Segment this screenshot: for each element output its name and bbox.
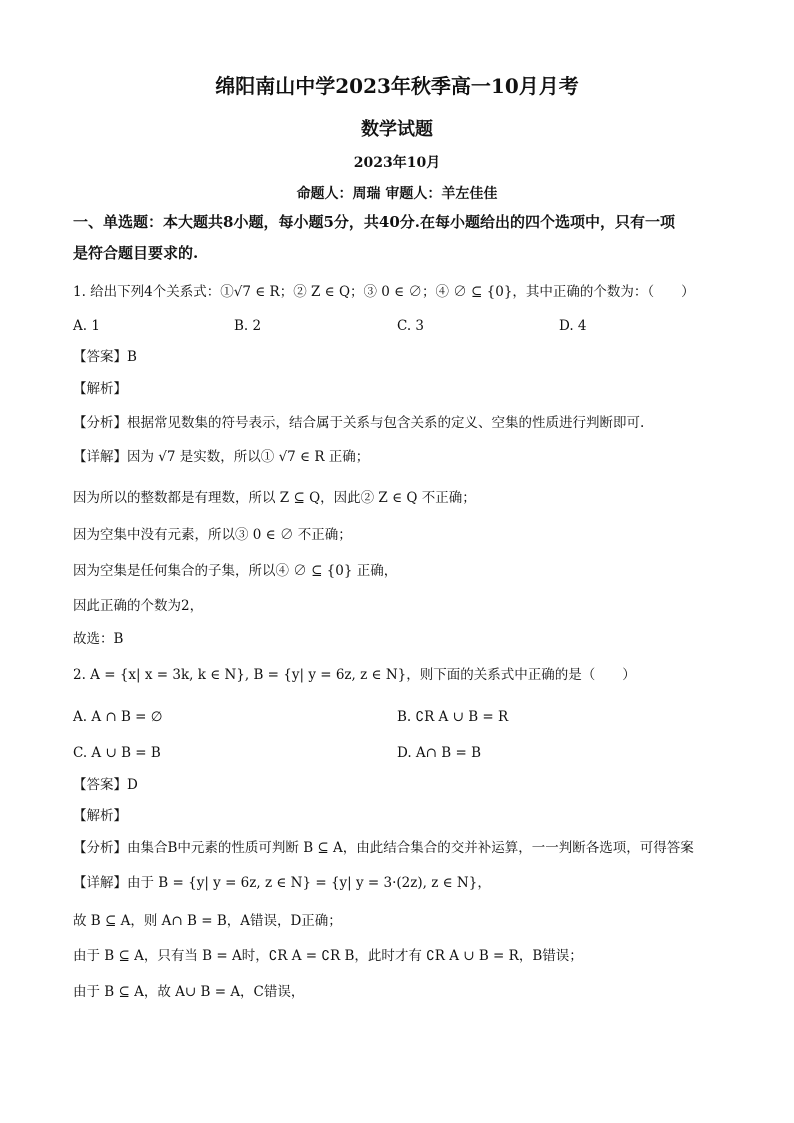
q1-option-d: D. 4 [559,318,587,334]
exam-title: 绵阳南山中学2023年秋季高一10月月考 [215,74,579,98]
q1-detail-line: 因此正确的个数为2， [73,598,204,614]
q2-option-c: C. A ∪ B = B [73,745,161,761]
exam-authors: 命题人：周瑞 审题人：羊左佳佳 [296,186,498,202]
q2-detail-line: 【详解】由于 B = {y| y = 6z, z ∈ N} = {y| y = 3·(2z), z ∈ N}， [73,875,491,891]
q2-detail-line: 由于 B ⊆ A，故 A∪ B = A，C错误， [73,984,305,1000]
q1-detail-line: 【详解】因为 √7 是实数，所以① √7 ∈ R 正确； [73,449,370,465]
q1-fenxi: 【分析】根据常见数集的符号表示，结合属于关系与包含关系的定义、空集的性质进行判断即可. [73,415,645,431]
q1-detail-line: 因为空集是任何集合的子集，所以④ ∅ ⊆ {0} 正确， [73,563,398,579]
q1-answer: 【答案】B [73,349,137,365]
q2-answer: 【答案】D [73,777,138,793]
q2-option-d: D. A∩ B = B [397,745,482,761]
q1-analysis-label: 【解析】 [73,381,127,397]
section-heading-line-1: 一、单选题：本大题共8小题，每小题5分，共40分.在每小题给出的四个选项中，只有一项 [73,213,675,231]
q1-detail-line: 因为所以的整数都是有理数，所以 Z ⊆ Q，因此② Z ∈ Q 不正确； [73,490,476,506]
q1-detail-line: 故选：B [73,631,124,647]
q2-detail-line: 由于 B ⊆ A，只有当 B = A时，∁R A = ∁R B，此时才有 ∁R A ∪ B = R，B错误； [73,948,583,964]
exam-date: 2023年10月 [353,155,441,171]
q2-option-a: A. A ∩ B = ∅ [73,709,163,725]
q1-option-c: C. 3 [397,318,425,334]
q1-detail-line: 因为空集中没有元素，所以③ 0 ∈ ∅ 不正确； [73,527,352,543]
q2-detail-line: 故 B ⊆ A，则 A∩ B = B，A错误，D正确； [73,913,342,929]
section-heading-line-2: 是符合题目要求的. [73,244,199,262]
q2-analysis-label: 【解析】 [73,808,127,824]
q1-option-a: A. 1 [73,318,100,334]
q1-option-b: B. 2 [234,318,262,334]
q2-fenxi: 【分析】由集合B中元素的性质可判断 B ⊆ A，由此结合集合的交并补运算，一一判断各选项，可得答案 [73,840,694,856]
q1-stem: 1. 给出下列4个关系式：①√7 ∈ R；② Z ∈ Q；③ 0 ∈ ∅；④ ∅ ⊆ {0}，其中正确的个数为：（ ） [73,284,695,300]
q2-stem: 2. A = {x| x = 3k, k ∈ N}, B = {y| y = 6z, z ∈ N}，则下面的关系式中正确的是（ ） [73,667,636,683]
q2-option-b: B. ∁R A ∪ B = R [397,709,509,725]
exam-subtitle: 数学试题 [361,119,433,140]
